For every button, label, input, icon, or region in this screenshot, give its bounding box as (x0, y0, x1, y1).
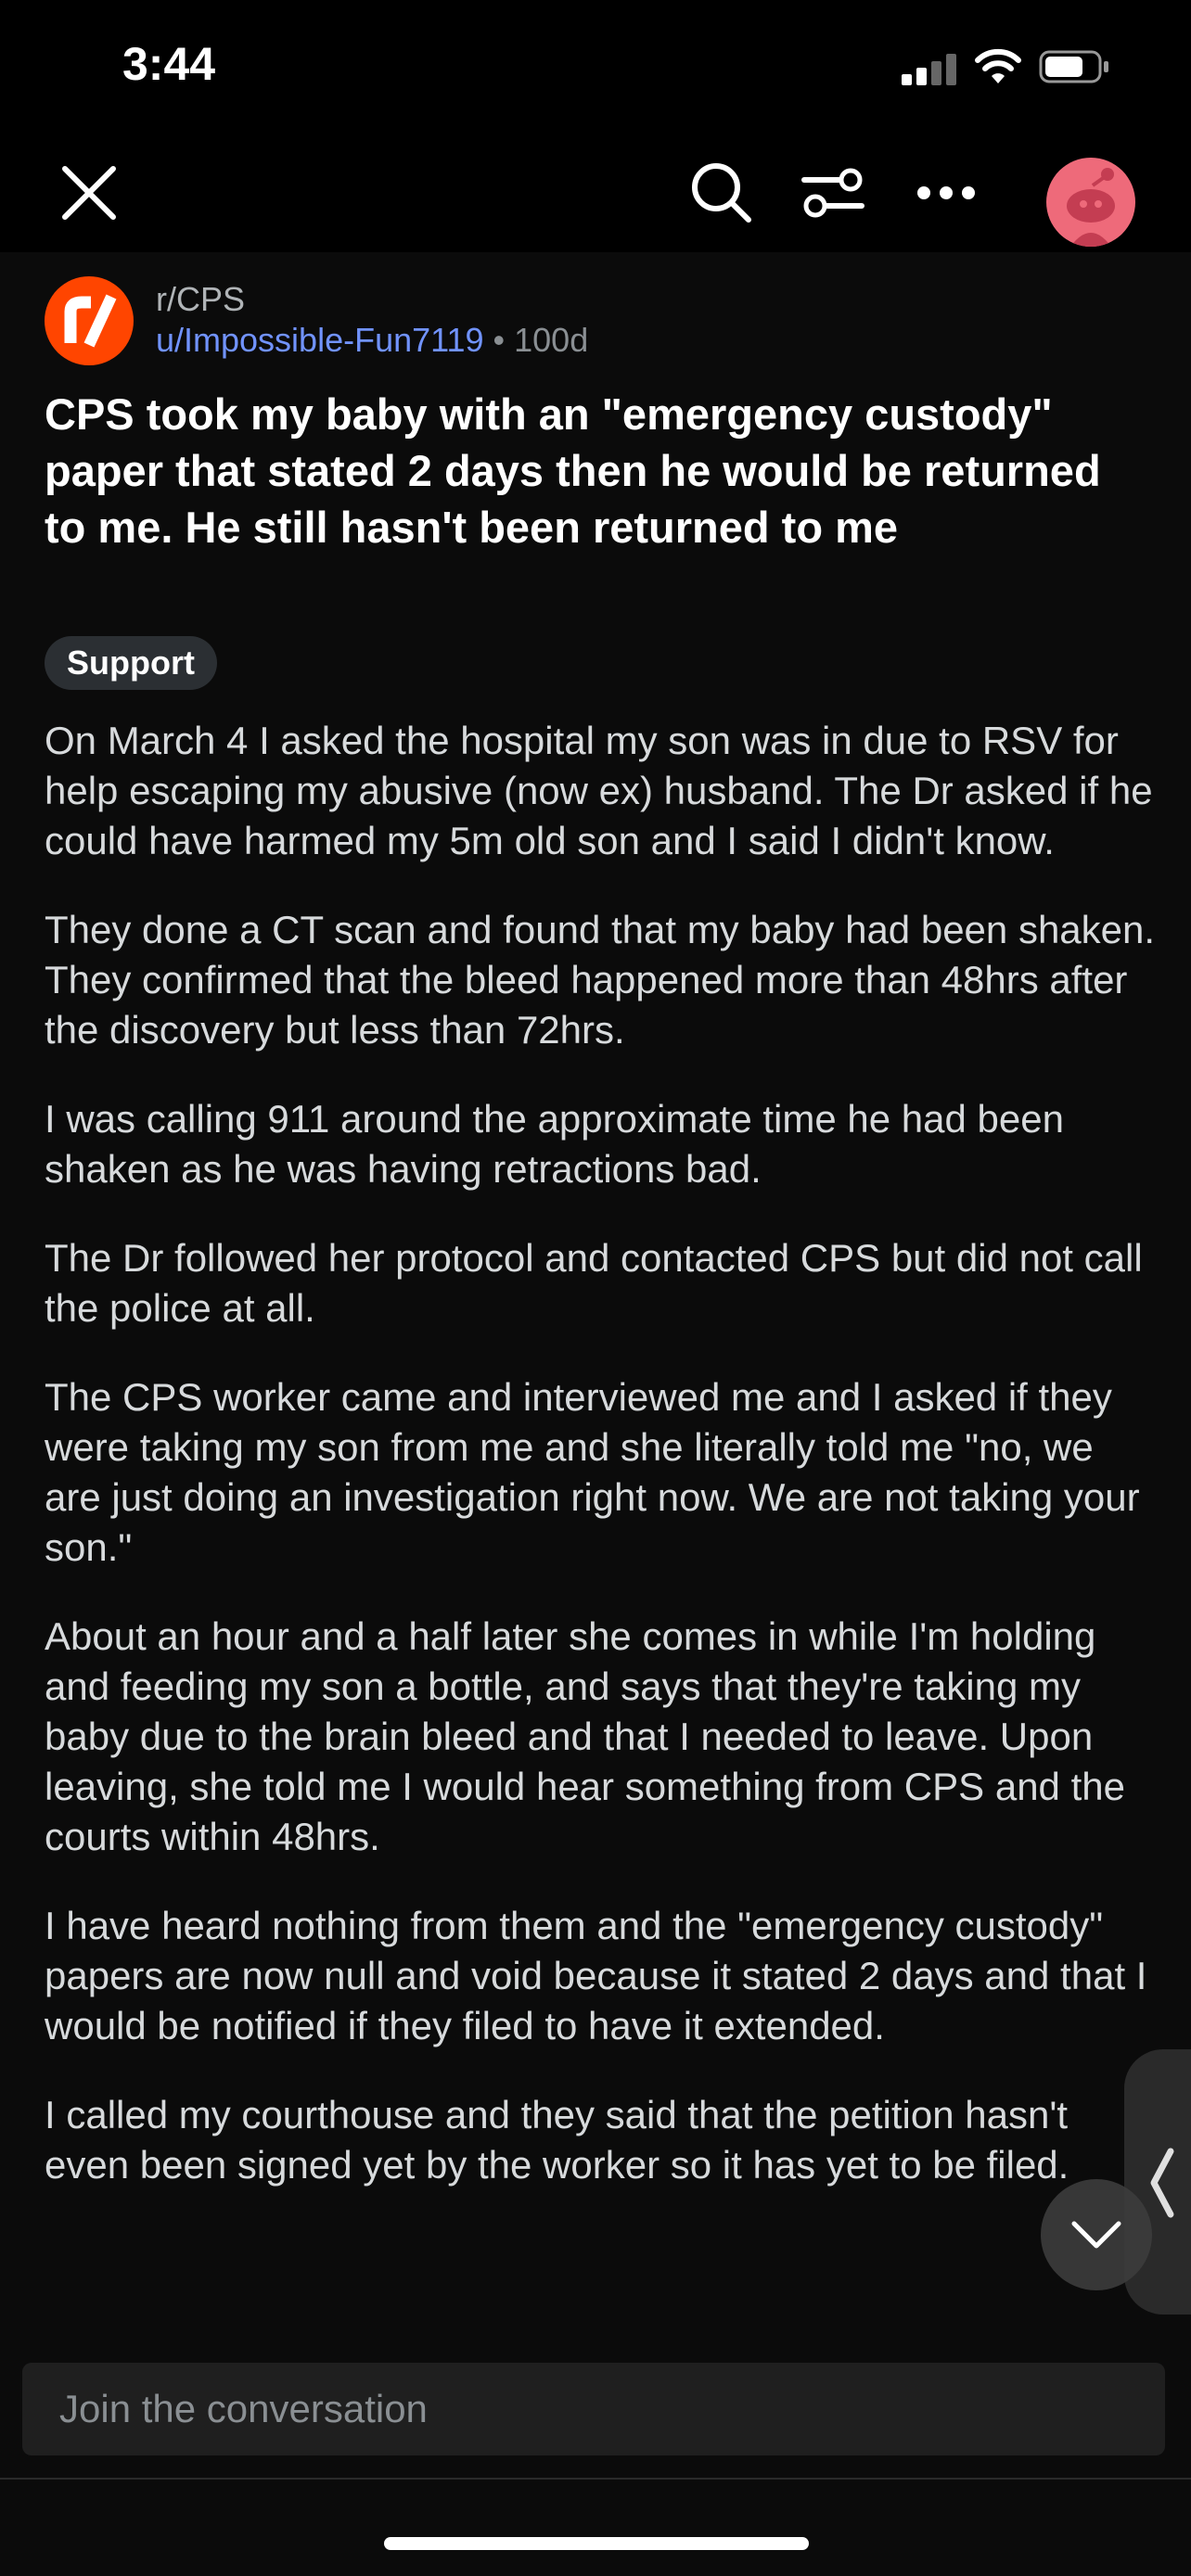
chevron-down-icon (1069, 2218, 1124, 2251)
body-paragraph: I called my courthouse and they said that the petition hasn't even been signed yet by the worker so it has yet to be filed. (45, 2093, 1069, 2187)
body-paragraph: On March 4 I asked the hospital my son was in due to RSV for help escaping my abusive (now ex) husband. The Dr asked if he could have harmed my 5m old son and I said I didn't know. (45, 719, 1153, 862)
status-bar (0, 0, 1191, 130)
next-comment-button[interactable] (1041, 2179, 1152, 2290)
user-avatar-icon[interactable] (1046, 158, 1135, 247)
status-time: 3:44 (122, 38, 216, 90)
sort-filter-icon[interactable] (800, 159, 866, 226)
close-icon[interactable] (56, 159, 122, 226)
post-header (45, 276, 1065, 369)
body-paragraph: About an hour and a half later she comes in while I'm holding and feeding my son a bottle, and says that they're taking my baby due to the brain bleed and that I needed to leave. Upon leaving, she told me I would hear something from CPS and the courts within 48hrs. (45, 1614, 1125, 1858)
body-paragraph: The Dr followed her protocol and contacted CPS but did not call the police at all. (45, 1236, 1143, 1330)
comment-bar (0, 2327, 1191, 2476)
flair-badge[interactable]: Support (45, 636, 217, 690)
post-meta (156, 321, 588, 360)
post-age: 100d (514, 321, 589, 359)
subreddit-name[interactable]: r/CPS (156, 280, 246, 318)
search-icon[interactable] (688, 159, 755, 226)
cellular-signal-icon (902, 54, 957, 85)
comment-input[interactable] (22, 2363, 1165, 2455)
wifi-icon (974, 48, 1022, 85)
body-paragraph: I have heard nothing from them and the "emergency custody" papers are now null and void because it stated 2 days and that I would be notified if they filed to have it extended. (45, 1904, 1147, 2047)
subreddit-icon[interactable] (45, 276, 134, 365)
bottom-divider (0, 2478, 1191, 2480)
author-link[interactable]: u/Impossible-Fun7119 (156, 321, 484, 359)
meta-separator: • (493, 321, 506, 359)
body-paragraph: They done a CT scan and found that my baby had been shaken. They confirmed that the bleed happened more than 48hrs after the discovery but less than 72hrs. (45, 908, 1156, 1052)
top-nav-bar (0, 130, 1191, 252)
home-indicator[interactable] (384, 2537, 809, 2550)
post-content (0, 252, 1191, 2327)
body-paragraph: I was calling 911 around the approximate time he had been shaken as he was having retractions bad. (45, 1097, 1064, 1191)
body-paragraph: The CPS worker came and interviewed me and I asked if they were taking my son from me and she literally told me "no, we are just doing an investigation right now. We are not taking your son." (45, 1375, 1140, 1569)
battery-icon (1039, 50, 1111, 83)
post-title: CPS took my baby with an "emergency custody" paper that stated 2 days then he would be returned to me. He still hasn't been returned to me (45, 389, 1101, 552)
post-body (45, 716, 1158, 2229)
more-options-icon[interactable] (913, 159, 980, 226)
